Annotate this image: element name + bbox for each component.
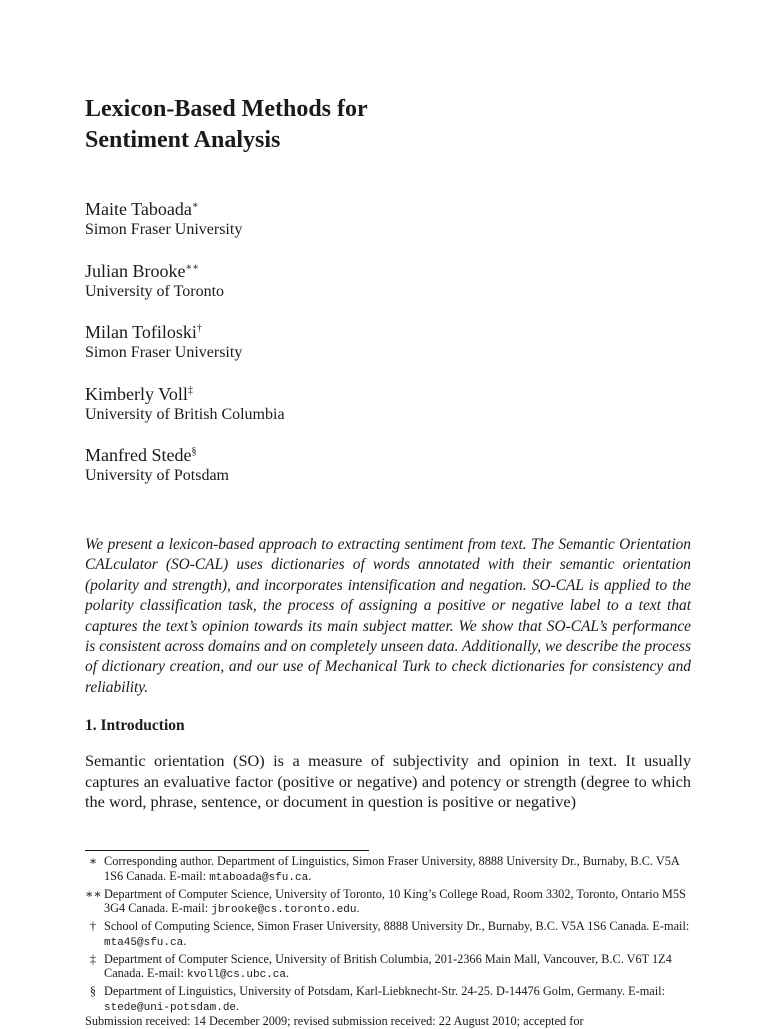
paper-page — [85, 0, 691, 1028]
footnote-mark: ∗ — [88, 854, 98, 868]
author-affiliation: University of Potsdam — [85, 467, 229, 484]
footnote-email-link[interactable]: jbrooke@cs.toronto.edu — [211, 904, 357, 916]
footnote-text: Department of Computer Science, University of Toronto, 10 King’s College Road, Room 3302, Toronto, Ontario M5S 3G4 Canada. E-mail: — [104, 886, 686, 915]
author-footnote-mark: ∗ — [191, 200, 199, 211]
footnote-text: Department of Linguistics, University of Potsdam, Karl-Liebknecht-Str. 24-25. D-14476 Golm, Germany. E-mail: — [104, 984, 665, 998]
footnote: § Department of Linguistics, University of Potsdam, Karl-Liebknecht-Str. 24-25. D-14476 Golm, Germany. E-mail: stede@uni-potsdam.de. — [85, 984, 691, 1015]
footnote-email-link[interactable]: kvoll@cs.ubc.ca — [186, 969, 287, 981]
footnote-mark: § — [89, 984, 97, 998]
author-affiliation: University of British Columbia — [85, 405, 285, 423]
footnote: ∗ Corresponding author. Department of Linguistics, Simon Fraser University, 8888 University Dr., Burnaby, B.C. V5A 1S6 Canada. E-mail: mtaboada@sfu.ca. — [85, 854, 691, 885]
footnote-text: Corresponding author. Department of Linguistics, Simon Fraser University, 8888 University Dr., Burnaby, B.C. V5A 1S6 Canada. E-mail: — [104, 854, 680, 883]
footnote-mark: ∗∗ — [85, 886, 102, 901]
author-name: Milan Tofiloski† — [85, 322, 202, 342]
author-footnote-mark: † — [196, 323, 202, 334]
footnote-text: Department of Computer Science, University of British Columbia, 201-2366 Main Mall, Vancouver, B.C. V6T 1Z4 Canada. E-mail: — [104, 951, 672, 980]
author-name: Manfred Stede§ — [85, 445, 197, 465]
author-name: Kimberly Voll‡ — [85, 383, 193, 404]
footnote-email-link[interactable]: stede@uni-potsdam.de — [104, 1001, 237, 1014]
introduction-paragraph: Semantic orientation (SO) is a measure of subjectivity and opinion in text. It usually captures an evaluative factor (positive or negative) and potency or strength (degree to which the word, phrase, sentence, or document in question is positive or negative) — [85, 751, 691, 811]
footnote-mark: ‡ — [89, 951, 97, 966]
author-footnote-mark: ‡ — [187, 384, 193, 396]
author-affiliation: Simon Fraser University — [85, 344, 243, 361]
footnote: ‡ Department of Computer Science, University of British Columbia, 201-2366 Main Mall, Vancouver, B.C. V6T 1Z4 Canada. E-mail: kvoll@cs.ubc.ca. — [85, 952, 691, 983]
author-affiliation: University of Toronto — [85, 282, 225, 300]
footnote: ∗∗ Department of Computer Science, University of Toronto, 10 King’s College Road, Room 3302, Toronto, Ontario M5S 3G4 Canada. E-mail: jbrooke@cs.toronto.edu. — [85, 886, 686, 916]
paper-title-line-2: Sentiment Analysis — [85, 127, 281, 153]
submission-history: Submission received: 14 December 2009; revised submission received: 22 August 2010; accepted for — [85, 1014, 584, 1028]
paper-title-line-1: Lexicon-Based Methods for — [85, 96, 368, 122]
author-block — [85, 321, 691, 383]
author-affiliation: Simon Fraser University — [85, 221, 243, 238]
footnote-text: School of Computing Science, Simon Fraser University, 8888 University Dr., Burnaby, B.C. V5A 1S6 Canada. E-mail: — [104, 919, 690, 933]
footnote-mark: † — [89, 919, 97, 933]
footnotes — [85, 854, 691, 1017]
author-block — [85, 260, 691, 322]
footnote-email-link[interactable]: mtaboada@sfu.ca — [209, 871, 309, 884]
footnote: † School of Computing Science, Simon Fraser University, 8888 University Dr., Burnaby, B.C. V5A 1S6 Canada. E-mail: mta45@sfu.ca. — [85, 919, 691, 950]
paper-title — [85, 94, 368, 156]
author-name: Maite Taboada∗ — [85, 199, 199, 219]
footnote-divider — [85, 850, 369, 851]
author-name: Julian Brooke∗∗ — [85, 260, 200, 281]
author-block — [85, 198, 691, 260]
author-footnote-mark: ∗∗ — [185, 261, 200, 273]
abstract: We present a lexicon-based approach to extracting sentiment from text. The Semantic Orientation CALculator (SO-CAL) uses dictionaries of words annotated with their semantic orientation (polarity and strength), and incorporates intensification and negation. SO-CAL is applied to the polarity classification task, the process of assigning a positive or negative label to a text that captures the text’s opinion towards its main subject matter. We show that SO-CAL’s performance is consistent across domains and on completely unseen data. Additionally, we describe the process of dictionary creation, and our use of Mechanical Turk to check dictionaries for consistency and reliability. — [85, 536, 691, 696]
author-block — [85, 444, 691, 506]
footnote-email-link[interactable]: mta45@sfu.ca — [104, 936, 184, 949]
author-footnote-mark: § — [191, 446, 197, 457]
author-block — [85, 383, 691, 445]
section-heading-introduction: 1. Introduction — [85, 717, 185, 734]
author-list — [85, 198, 691, 506]
